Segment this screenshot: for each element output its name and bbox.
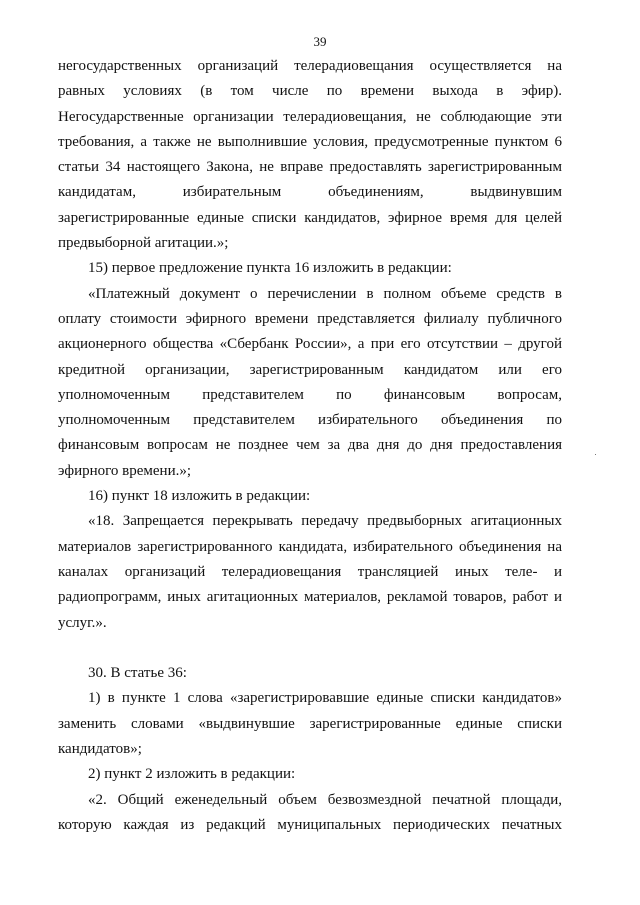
text-line: 2) пункт 2 изложить в редакции: bbox=[88, 766, 296, 783]
text-line: акционерного общества «Сбербанк России», а при его отсутствии – другой bbox=[58, 336, 562, 353]
text-line: кредитной организации, зарегистрированным кандидатом или его bbox=[58, 361, 562, 378]
text-line: уполномоченным представителем избирательного объединения по bbox=[58, 412, 562, 429]
text-line: кандидатов»; bbox=[58, 741, 142, 758]
text-line: услуг.». bbox=[58, 614, 107, 631]
text-line: финансовым вопросам не позднее чем за два дня до дня предоставления bbox=[58, 437, 562, 454]
text-line: «Платежный документ о перечислении в полном объеме средств в bbox=[88, 285, 562, 302]
text-line: заменить словами «выдвинувшие зарегистрированные единые списки bbox=[58, 715, 562, 732]
paragraph-gap bbox=[58, 636, 562, 661]
text-line: «2. Общий еженедельный объем безвозмездной печатной площади, bbox=[88, 791, 562, 808]
text-line: кандидатам, избирательным объединениям, выдвинувшим bbox=[58, 184, 562, 201]
text-line: эфирного времени.»; bbox=[58, 462, 192, 479]
text-line: оплату стоимости эфирного времени представляется филиалу публичного bbox=[58, 310, 562, 327]
text-line: требования, а также не выполнившие условия, предусмотренные пунктом 6 bbox=[58, 133, 562, 150]
text-line: которую каждая из редакций муниципальных периодических печатных bbox=[58, 816, 562, 833]
text-line: негосударственных организаций телерадиовещания осуществляется на bbox=[58, 58, 562, 74]
text-line: каналах организаций телерадиовещания трансляцией иных теле- и bbox=[58, 563, 562, 580]
text-line: радиопрограмм, иных агитационных материалов, рекламой товаров, работ и bbox=[58, 589, 562, 606]
text-line: предвыборной агитации.»; bbox=[58, 235, 229, 252]
text-line: 30. В статье 36: bbox=[88, 665, 187, 682]
text-line: 15) первое предложение пункта 16 изложить в редакции: bbox=[88, 260, 452, 277]
text-line: 16) пункт 18 изложить в редакции: bbox=[88, 488, 311, 505]
text-line: уполномоченным представителем по финансовым вопросам, bbox=[58, 386, 562, 403]
text-line: статьи 34 настоящего Закона, не вправе предоставлять зарегистрированным bbox=[58, 159, 562, 176]
text-line: зарегистрированные единые списки кандидатов, эфирное время для целей bbox=[58, 209, 562, 226]
text-line: 1) в пункте 1 слова «зарегистрировавшие единые списки кандидатов» bbox=[88, 690, 562, 707]
text-line: «18. Запрещается перекрывать передачу предвыборных агитационных bbox=[88, 513, 562, 530]
text-line: материалов зарегистрированного кандидата, избирательного объединения на bbox=[58, 538, 562, 555]
text-line: Негосударственные организации телерадиовещания, не соблюдающие эти bbox=[58, 108, 562, 125]
text-line: равных условиях (в том числе по времени выхода в эфир). bbox=[58, 83, 562, 100]
scan-speck bbox=[595, 454, 596, 455]
document-body bbox=[58, 54, 562, 838]
page-number: 39 bbox=[313, 34, 327, 49]
